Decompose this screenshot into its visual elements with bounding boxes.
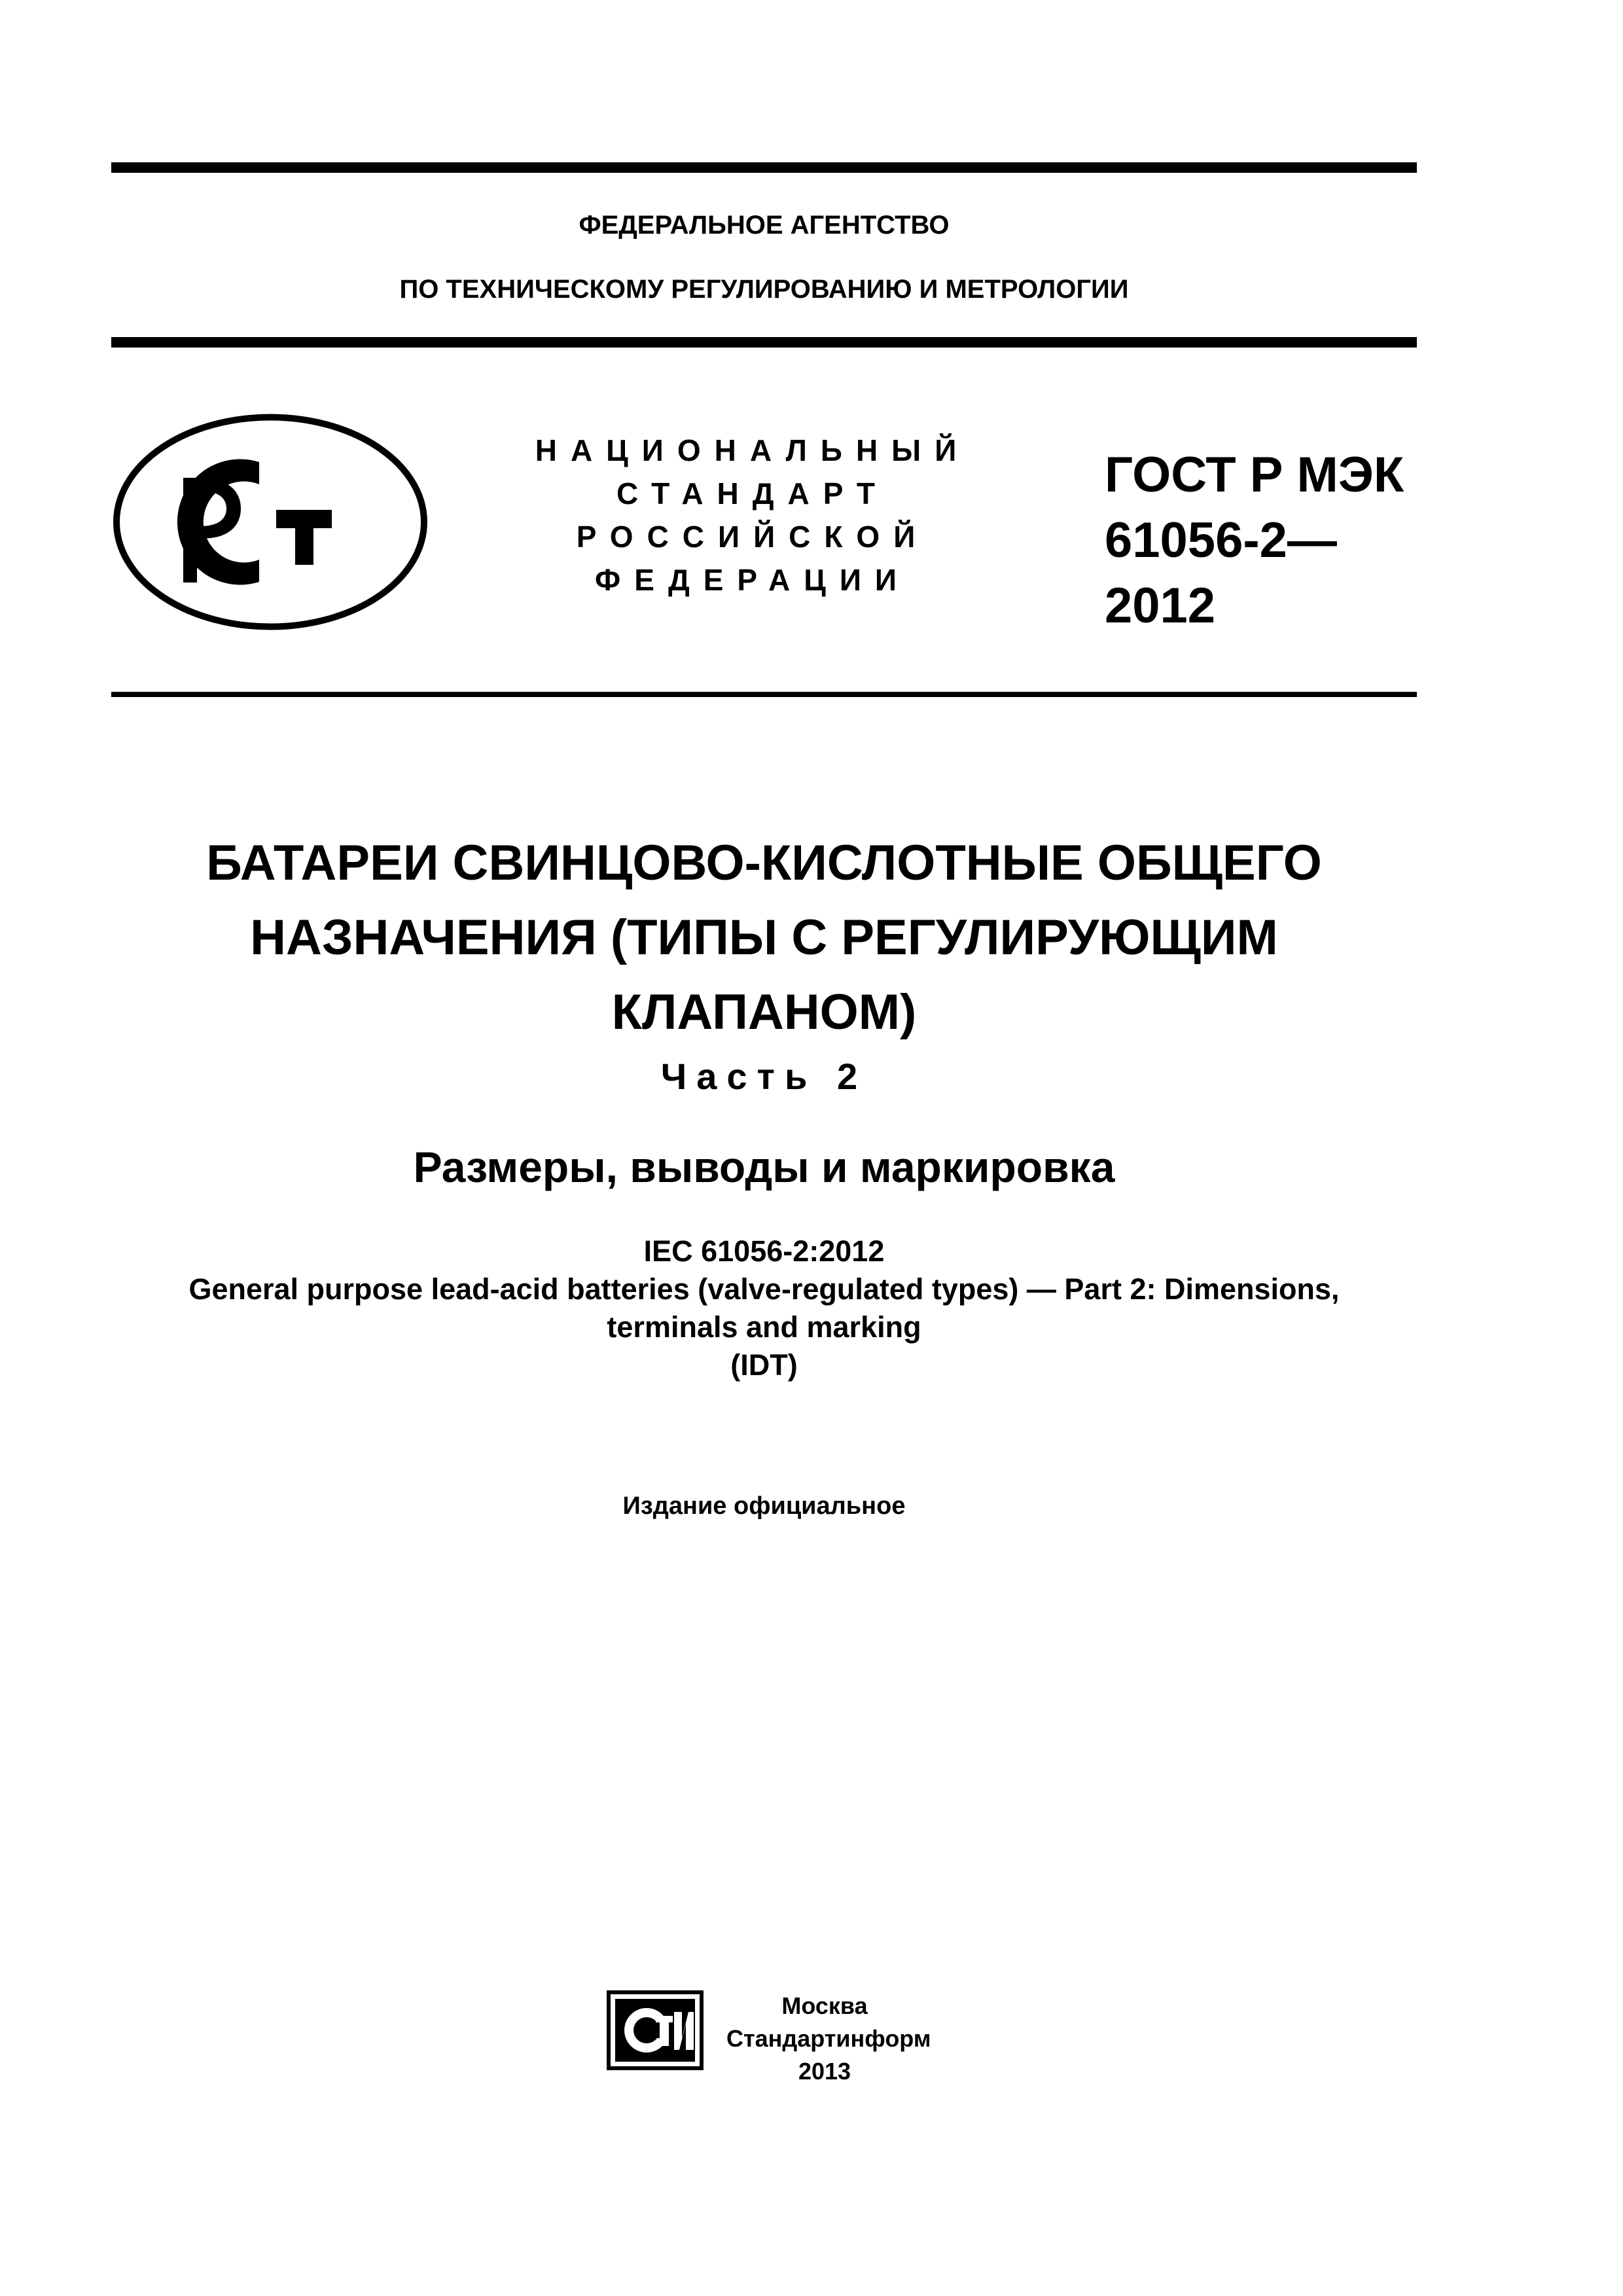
title-line: БАТАРЕИ СВИНЦОВО-КИСЛОТНЫЕ ОБЩЕГО bbox=[206, 835, 1322, 891]
document-title bbox=[111, 826, 1417, 1050]
document-subtitle: Размеры, выводы и маркировка bbox=[413, 1143, 1115, 1191]
iec-line: terminals and marking bbox=[607, 1310, 921, 1344]
national-standard-line: РОССИЙСКОЙ bbox=[576, 520, 929, 554]
part-number: Часть 2 bbox=[660, 1056, 868, 1097]
title-line: НАЗНАЧЕНИЯ (ТИПЫ С РЕГУЛИРУЮЩИМ bbox=[250, 910, 1278, 965]
header-bottom-rule bbox=[111, 337, 1417, 348]
designation-line: ГОСТ Р МЭК bbox=[1105, 447, 1404, 503]
agency-line-1: ФЕДЕРАЛЬНОЕ АГЕНТСТВО bbox=[579, 211, 950, 240]
iec-line: General purpose lead-acid batteries (valve-regulated types) — Part 2: Dimensions, bbox=[188, 1272, 1340, 1306]
publisher-city: Москва bbox=[781, 1992, 868, 2019]
standartinform-logo-icon bbox=[606, 1990, 704, 2071]
national-standard-line: ФЕДЕРАЦИИ bbox=[595, 563, 910, 597]
international-equivalent bbox=[111, 1232, 1417, 1384]
edition-label: Издание официальное bbox=[622, 1492, 906, 1520]
publisher-block bbox=[726, 1990, 931, 2088]
agency-line-2: ПО ТЕХНИЧЕСКОМУ РЕГУЛИРОВАНИЮ И МЕТРОЛОГИИ bbox=[399, 275, 1129, 304]
publisher-name: Стандартинформ bbox=[726, 2025, 931, 2052]
designation-line: 61056-2— bbox=[1105, 512, 1337, 568]
iec-line: (IDT) bbox=[730, 1348, 798, 1382]
title-line: КЛАПАНОМ) bbox=[611, 984, 917, 1040]
title-block-rule bbox=[111, 692, 1417, 697]
top-rule bbox=[111, 162, 1417, 173]
standard-designation bbox=[1105, 442, 1404, 639]
iec-line: IEC 61056-2:2012 bbox=[643, 1234, 885, 1268]
national-standard-line: СТАНДАРТ bbox=[616, 476, 889, 511]
national-standard-line: НАЦИОНАЛЬНЫЙ bbox=[535, 433, 971, 467]
designation-line: 2012 bbox=[1105, 578, 1216, 634]
publisher-year: 2013 bbox=[798, 2058, 851, 2085]
national-standard-label bbox=[510, 429, 995, 601]
rst-emblem-icon bbox=[111, 412, 429, 632]
